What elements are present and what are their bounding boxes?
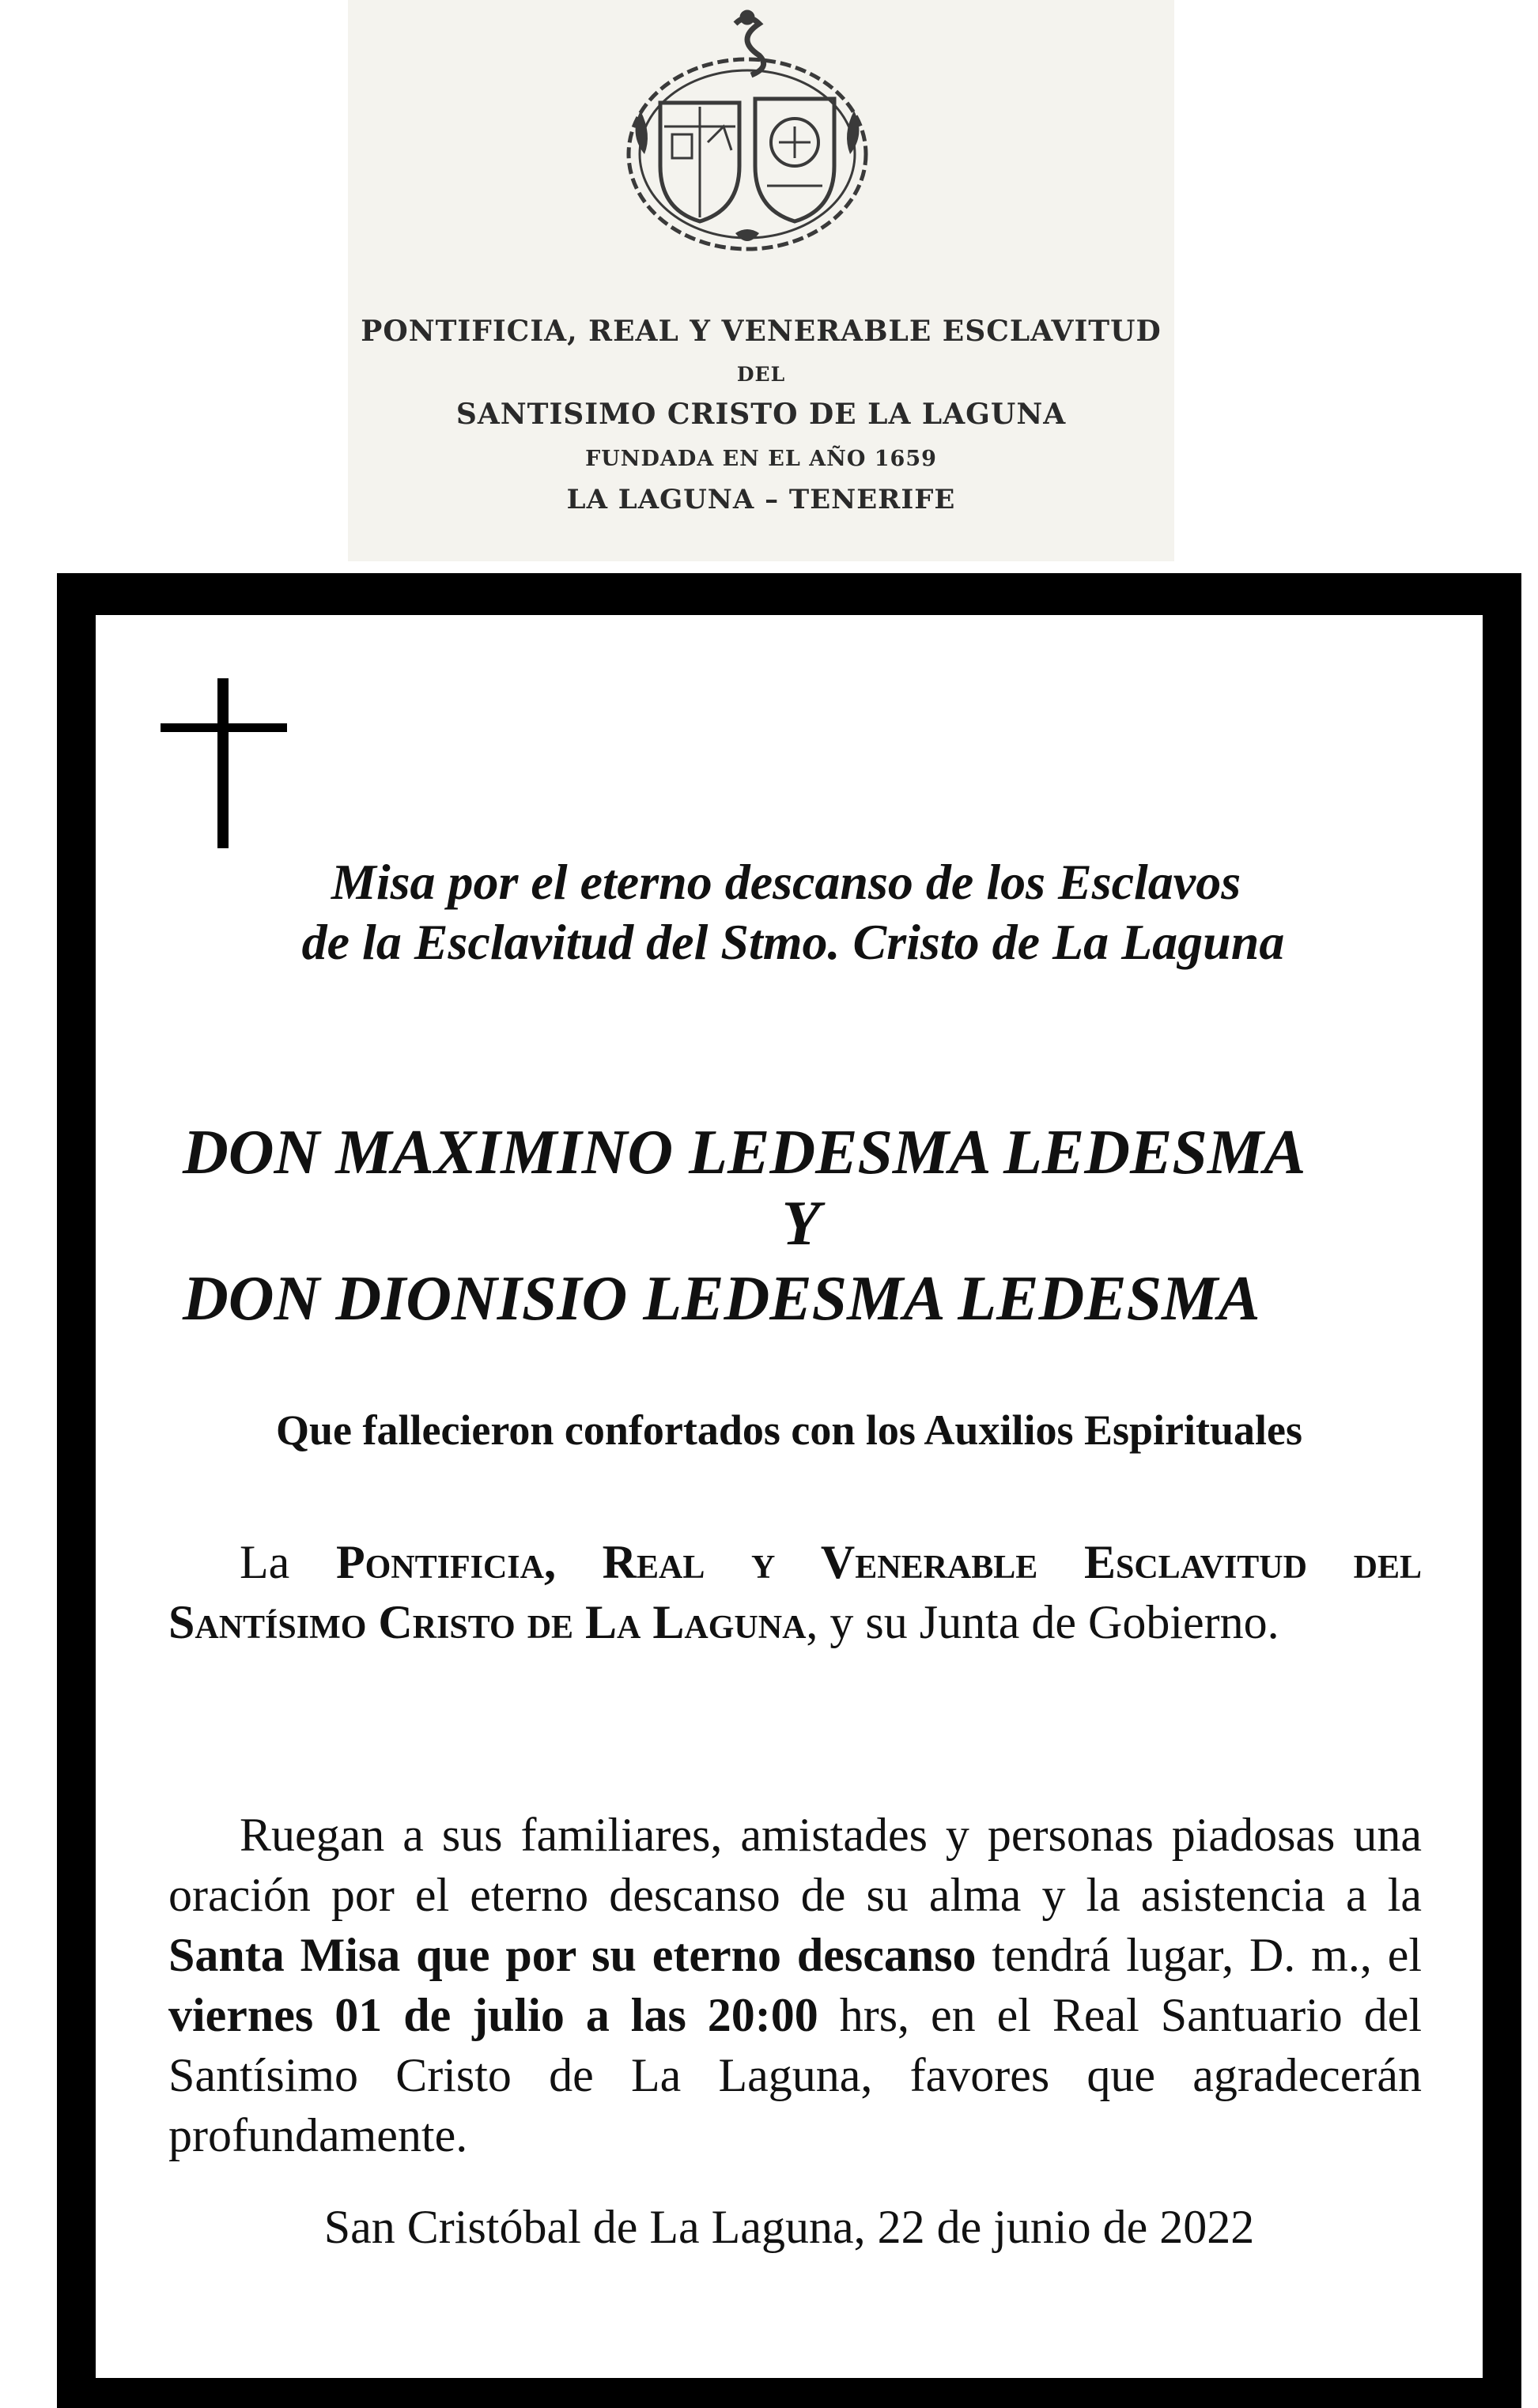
para2-text-3: hrs, en el Real Santuario del Santísimo Cristo de La Laguna, favores que agradecerán profundamente. <box>168 1989 1422 2161</box>
paragraph-organization <box>168 1532 1422 1652</box>
header-line-4: FUNDADA EN EL AÑO 1659 <box>585 447 937 471</box>
para1-text-1: La <box>240 1536 336 1588</box>
organization-name: Pontificia, Real y Venerable Esclavitud del Santísimo Cristo de La Laguna <box>168 1536 1422 1648</box>
latin-cross-icon <box>161 678 287 848</box>
deceased-name-2: DON DIONISIO LEDESMA LEDESMA <box>183 1264 1260 1334</box>
title-line-2: de la Esclavitud del Stmo. Cristo de La Laguna <box>301 914 1285 970</box>
para2-text-2: tendrá lugar, D. m., el <box>976 1929 1422 1981</box>
header-line-2: DEL <box>736 363 786 386</box>
mass-date-time: viernes 01 de julio a las 20:00 <box>168 1989 818 2041</box>
brotherhood-crest-icon <box>617 8 878 269</box>
mourning-frame <box>57 573 1521 2408</box>
title-line-1: Misa por el eterno descanso de los Esclavos <box>331 854 1241 910</box>
header-line-3: SANTISIMO CRISTO DE LA LAGUNA <box>455 398 1067 431</box>
notice-panel <box>96 615 1483 2378</box>
place-date-line: San Cristóbal de La Laguna, 22 de junio de 2022 <box>323 2201 1255 2253</box>
header-line-5: LA LAGUNA – TENERIFE <box>566 484 956 515</box>
paragraph-request <box>168 1805 1422 2165</box>
deceased-name-1: DON MAXIMINO LEDESMA LEDESMA <box>183 1118 1306 1187</box>
name-conjunction: Y <box>781 1189 821 1259</box>
notice-subtitle: Que fallecieron confortados con los Auxilios Espirituales <box>275 1406 1303 1454</box>
para2-text-1: Ruegan a sus familiares, amistades y personas piadosas una oración por el eterno descanso de su alma y la asistencia a la <box>168 1809 1422 1921</box>
para1-text-2: , y su Junta de Gobierno. <box>806 1596 1279 1648</box>
mass-label: Santa Misa que por su eterno descanso <box>168 1929 977 1981</box>
notice-title <box>96 852 1483 972</box>
letterhead <box>348 0 1174 561</box>
header-line-1: PONTIFICIA, REAL Y VENERABLE ESCLAVITUD <box>361 315 1162 348</box>
